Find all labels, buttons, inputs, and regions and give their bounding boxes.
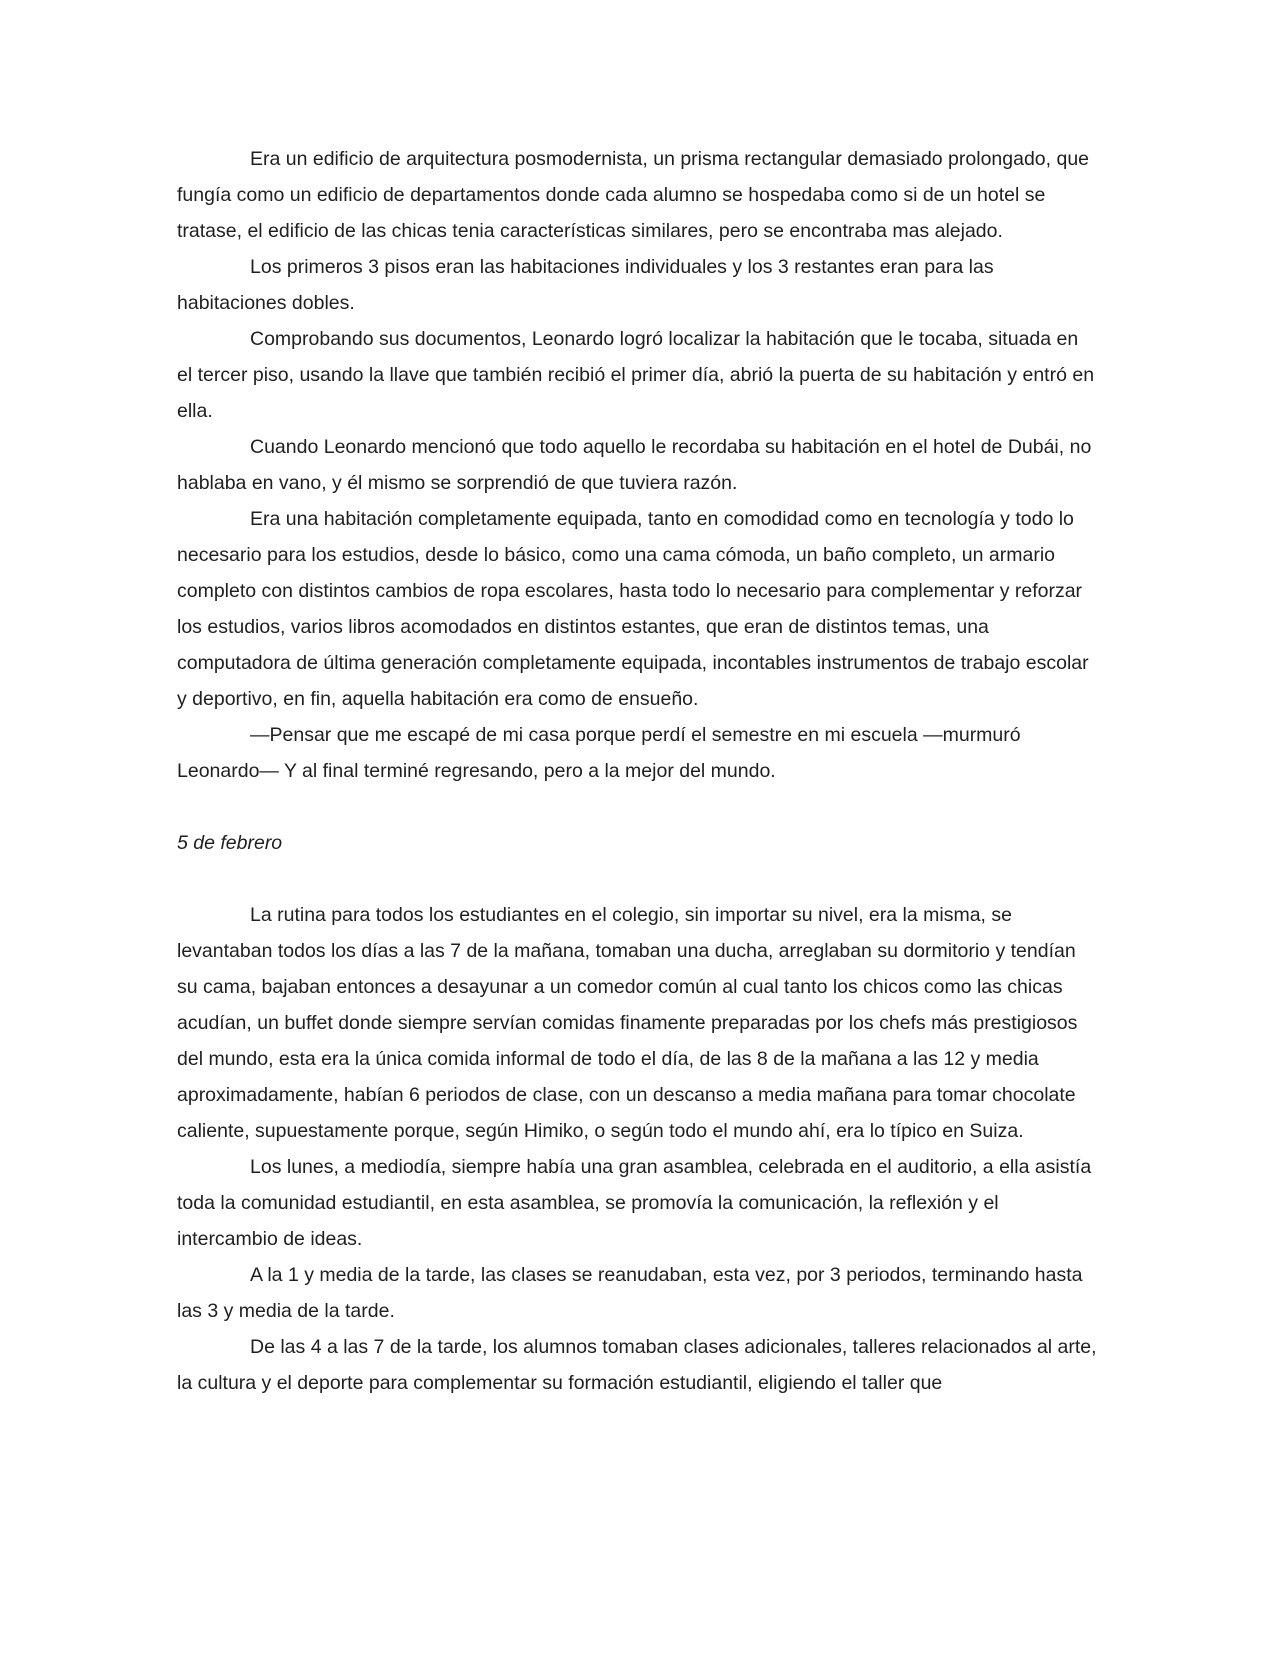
paragraph: De las 4 a las 7 de la tarde, los alumnos tomaban clases adicionales, talleres relacionados al arte, la cultura y el deporte para complementar su formación estudiantil, eligiendo el taller que	[177, 1336, 1097, 1394]
paragraph: A la 1 y media de la tarde, las clases se reanudaban, esta vez, por 3 periodos, terminando hasta las 3 y media de la tarde.	[177, 1264, 1083, 1322]
document-body	[177, 141, 1097, 1401]
paragraph: La rutina para todos los estudiantes en el colegio, sin importar su nivel, era la misma, se levantaban todos los días a las 7 de la mañana, tomaban una ducha, arreglaban su dormitorio y tendían su cama, bajaban entonces a desayunar a un comedor común al cual tanto los chicos como las chicas acudían, un buffet donde siempre servían comidas finamente preparadas por los chefs más prestigiosos del mundo, esta era la única comida informal de todo el día, de las 8 de la mañana a las 12 y media aproximadamente, habían 6 periodos de clase, con un descanso a media mañana para tomar chocolate caliente, supuestamente porque, según Himiko, o según todo el mundo ahí, era lo típico en Suiza.	[177, 904, 1078, 1142]
paragraph: Era una habitación completamente equipada, tanto en comodidad como en tecnología y todo lo necesario para los estudios, desde lo básico, como una cama cómoda, un baño completo, un armario completo con distintos cambios de ropa escolares, hasta todo lo necesario para complementar y reforzar los estudios, varios libros acomodados en distintos estantes, que eran de distintos temas, una computadora de última generación completamente equipada, incontables instrumentos de trabajo escolar y deportivo, en fin, aquella habitación era como de ensueño.	[177, 508, 1089, 710]
paragraph: Era un edificio de arquitectura posmodernista, un prisma rectangular demasiado prolongado, que fungía como un edificio de departamentos donde cada alumno se hospedaba como si de un hotel se tratase, el edificio de las chicas tenia características similares, pero se encontraba mas alejado.	[177, 148, 1090, 242]
paragraph: Cuando Leonardo mencionó que todo aquello le recordaba su habitación en el hotel de Dubái, no hablaba en vano, y él mismo se sorprendió de que tuviera razón.	[177, 436, 1092, 494]
date-heading: 5 de febrero	[177, 832, 283, 854]
dialogue-paragraph: —Pensar que me escapé de mi casa porque perdí el semestre en mi escuela —murmuró Leonardo— Y al final terminé regresando, pero a la mejor del mundo.	[177, 724, 1021, 782]
paragraph: Los lunes, a mediodía, siempre había una gran asamblea, celebrada en el auditorio, a ella asistía toda la comunidad estudiantil, en esta asamblea, se promovía la comunicación, la reflexión y el intercambio de ideas.	[177, 1156, 1092, 1250]
paragraph: Los primeros 3 pisos eran las habitaciones individuales y los 3 restantes eran para las habitaciones dobles.	[177, 256, 994, 314]
paragraph: Comprobando sus documentos, Leonardo logró localizar la habitación que le tocaba, situada en el tercer piso, usando la llave que también recibió el primer día, abrió la puerta de su habitación y entró en ella.	[177, 328, 1095, 422]
